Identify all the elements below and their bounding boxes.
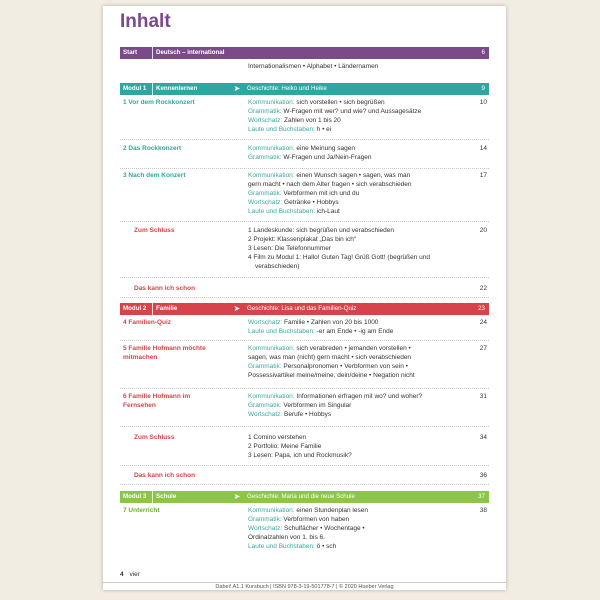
line-text: 1 Comino verstehen xyxy=(248,434,307,441)
line-text: Verbformen von haben xyxy=(281,516,350,523)
line-text: Familie • Zahlen von 20 bis 1000 xyxy=(282,319,379,326)
label: Kommunikation: xyxy=(248,145,295,152)
line-text: verabschieden) xyxy=(255,263,300,270)
line-text: 2 Projekt: Klassenplakat „Das bin ich“ xyxy=(248,236,357,243)
lesson-row xyxy=(120,506,489,556)
lesson-name: Zum Schluss xyxy=(134,227,175,234)
lesson-row xyxy=(120,344,489,389)
label: Grammatik: xyxy=(248,154,282,161)
lesson-name: 2 Das Rockkonzert xyxy=(123,145,182,152)
lesson-row xyxy=(120,318,489,341)
line-text: Berufe • Hobbys xyxy=(282,411,332,418)
lesson-row xyxy=(120,98,489,140)
line-text: 1 Landeskunde: sich begrüßen und verabschieden xyxy=(248,227,394,234)
lesson-page: 36 xyxy=(479,472,487,479)
start-row xyxy=(120,62,489,73)
modul2-story: Geschichte: Lisa und das Familien-Quiz xyxy=(244,303,469,315)
label: Kommunikation: xyxy=(248,172,295,179)
line-text: ich-Laut xyxy=(314,208,340,215)
lesson-name: 7 Unterricht xyxy=(123,507,160,514)
modul1-tag: Modul 1 xyxy=(120,83,153,95)
start-bar xyxy=(120,47,489,59)
label: Wortschatz: xyxy=(248,117,283,124)
modul3-page: 37 xyxy=(469,491,489,503)
label: Grammatik: xyxy=(248,516,282,523)
lesson-content xyxy=(248,226,473,271)
line-text: 3 Lesen: Papa, ich und Rockmusik? xyxy=(248,452,352,459)
lesson-content xyxy=(248,344,473,380)
lesson-row xyxy=(120,471,489,485)
modul2-arrow-icon: ➤ xyxy=(230,303,244,315)
label: Wortschatz: xyxy=(248,411,283,418)
toc-page xyxy=(103,6,506,590)
lesson-page: 17 xyxy=(479,172,487,179)
label: Wortschatz: xyxy=(248,525,283,532)
imprint: Dabei! A1.1 Kursbuch | ISBN 978-3-19-501778-7 | © 2020 Hueber Verlag xyxy=(215,584,394,590)
start-title: Deutsch – international xyxy=(156,49,225,56)
page-number-word: vier xyxy=(129,571,140,578)
lesson-content xyxy=(248,98,473,134)
label: Kommunikation: xyxy=(248,393,295,400)
modul3-tag: Modul 3 xyxy=(120,491,153,503)
lesson-name: 3 Nach dem Konzert xyxy=(123,172,186,179)
label: Wortschatz: xyxy=(248,199,283,206)
lesson-page: 20 xyxy=(479,227,487,234)
lesson-row xyxy=(120,171,489,222)
line-text: W-Fragen und Ja/Nein-Fragen xyxy=(281,154,372,161)
modul2-tag: Modul 2 xyxy=(120,303,153,315)
line-text: Ordinalzahlen von 1. bis 6. xyxy=(248,534,325,541)
line-text: Getränke • Hobbys xyxy=(282,199,339,206)
line-text: Zahlen von 1 bis 20 xyxy=(282,117,341,124)
label: Grammatik: xyxy=(248,363,282,370)
label: Kommunikation: xyxy=(248,507,295,514)
start-tag: Start xyxy=(120,47,153,59)
label: Laute und Buchstaben: xyxy=(248,126,315,133)
lesson-page: 31 xyxy=(479,393,487,400)
lesson-name: Das kann ich schon xyxy=(134,472,196,479)
line-text: W-Fragen mit wer? und wie? und Aussagesätze xyxy=(281,108,422,115)
lesson-row xyxy=(120,226,489,278)
lesson-content xyxy=(248,506,473,551)
lesson-page: 10 xyxy=(479,99,487,106)
line-text: sich vorstellen • sich begrüßen xyxy=(294,99,385,106)
line-text: 4 Film zu Modul 1: Hallo! Guten Tag! Grüß Gott! (begrüßen und xyxy=(248,254,430,261)
label: Grammatik: xyxy=(248,108,282,115)
lesson-page: 24 xyxy=(479,319,487,326)
line-text: Verbformen im Singular xyxy=(281,402,352,409)
page-number-digit: 4 xyxy=(120,571,124,578)
modul3-arrow-icon: ➤ xyxy=(230,491,244,503)
lesson-content xyxy=(248,392,473,419)
label: Laute und Buchstaben: xyxy=(248,543,315,550)
label: Laute und Buchstaben: xyxy=(248,208,315,215)
start-content: Internationalismen • Alphabet • Ländernamen xyxy=(248,63,379,70)
page-number xyxy=(120,571,140,578)
modul3-bar xyxy=(120,491,489,503)
lesson-name: Das kann ich schon xyxy=(134,285,196,292)
lesson-page: 14 xyxy=(479,145,487,152)
lesson-row xyxy=(120,433,489,466)
line-text: -er am Ende • -ig am Ende xyxy=(314,328,394,335)
lesson-name: 6 Familie Hofmann im Fernsehen xyxy=(123,393,191,409)
line-text: Possessivartikel meine/meine, dein/deine • Negation nicht xyxy=(248,372,415,379)
line-text: sich verabreden • jemanden vorstellen • xyxy=(294,345,411,352)
label: Grammatik: xyxy=(248,190,282,197)
label: Wortschatz: xyxy=(248,319,283,326)
lesson-row xyxy=(120,144,489,169)
lesson-row xyxy=(120,284,489,298)
lesson-name: 4 Familien-Quiz xyxy=(123,319,172,326)
label: Laute und Buchstaben: xyxy=(248,328,315,335)
modul3-title: Schule xyxy=(153,491,230,503)
line-text: einen Wunsch sagen • sagen, was man xyxy=(294,172,411,179)
line-text: 2 Portfolio: Meine Familie xyxy=(248,443,322,450)
lesson-page: 38 xyxy=(479,507,487,514)
lesson-content xyxy=(248,171,473,216)
line-text: Personalpronomen • Verbformen von sein • xyxy=(281,363,408,370)
modul2-page: 23 xyxy=(469,303,489,315)
line-text: Informationen erfragen mit wo? und woher? xyxy=(294,393,423,400)
line-text: h • ei xyxy=(314,126,332,133)
line-text: Verbformen mit ich und du xyxy=(281,190,360,197)
modul1-story: Geschichte: Heiko und Heike xyxy=(244,83,469,95)
line-text: Schulfächer • Wochentage • xyxy=(282,525,365,532)
modul1-page: 9 xyxy=(469,83,489,95)
line-text: einen Stundenplan lesen xyxy=(294,507,368,514)
label: Kommunikation: xyxy=(248,345,295,352)
line-text: ö • sch xyxy=(314,543,337,550)
line-text: eine Meinung sagen xyxy=(294,145,355,152)
lesson-name: 1 Vor dem Rockkonzert xyxy=(123,99,195,106)
lesson-row xyxy=(120,392,489,427)
lesson-content xyxy=(248,144,473,162)
lesson-content xyxy=(248,433,473,460)
modul3-story: Geschichte: Maria und die neue Schule xyxy=(244,491,469,503)
modul1-arrow-icon: ➤ xyxy=(230,83,244,95)
lesson-name: Zum Schluss xyxy=(134,434,175,441)
page-title: Inhalt xyxy=(120,11,171,32)
line-text: gern macht • nach dem Alter fragen • sich verabschieden xyxy=(248,181,412,188)
modul2-title: Familie xyxy=(153,303,230,315)
modul2-bar xyxy=(120,303,489,315)
modul1-title: Kennenlernen xyxy=(153,83,230,95)
line-text: 3 Lesen: Die Telefonnummer xyxy=(248,245,331,252)
start-page: 6 xyxy=(481,49,485,56)
label: Kommunikation: xyxy=(248,99,295,106)
lesson-name: 5 Familie Hofmann möchte mitmachen xyxy=(123,345,206,361)
lesson-page: 27 xyxy=(479,345,487,352)
lesson-page: 22 xyxy=(479,285,487,292)
line-text: sagen, was man (nicht) gern macht • sich verabschieden xyxy=(248,354,412,361)
lesson-page: 34 xyxy=(479,434,487,441)
footer-divider xyxy=(103,582,506,583)
modul1-bar xyxy=(120,83,489,95)
lesson-content xyxy=(248,318,473,336)
label: Grammatik: xyxy=(248,402,282,409)
